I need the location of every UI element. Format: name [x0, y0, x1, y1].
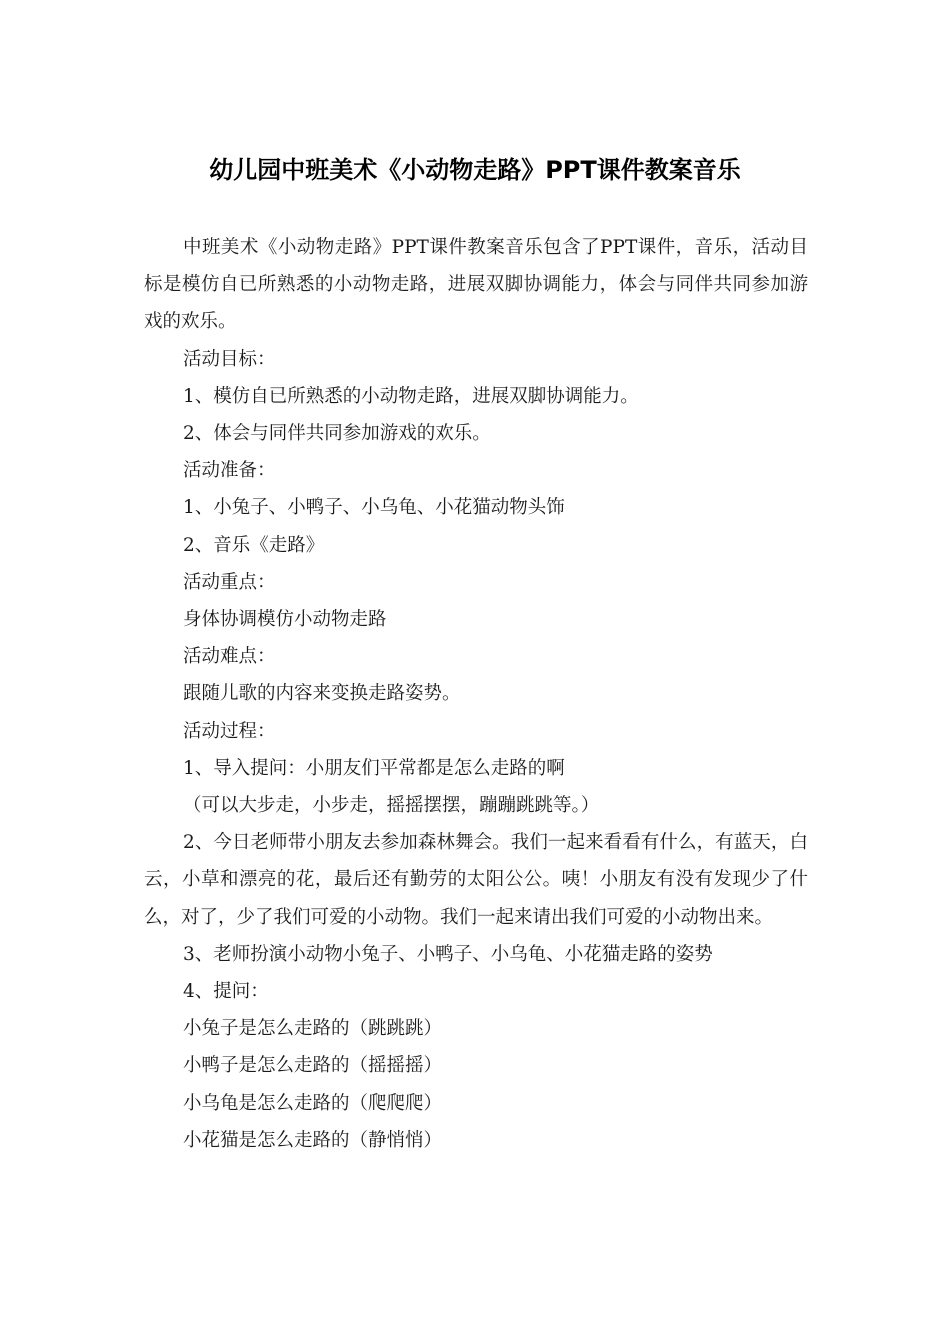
goal-item: 1、模仿自已所熟悉的小动物走路，进展双脚协调能力。 — [183, 385, 639, 407]
question-item: 小兔子是怎么走路的（跳跳跳） — [183, 1018, 443, 1040]
key-point-text: 身体协调模仿小动物走路 — [183, 609, 387, 631]
intro-paragraph: 中班美术《小动物走路》PPT课件教案音乐包含了PPT课件，音乐，活动目标是模仿自已所熟悉的小动物走路，进展双脚协调能力，体会与同伴共同参加游戏的欢乐。 — [144, 237, 808, 333]
question-item: 小鸭子是怎么走路的（摇摇摇） — [183, 1055, 443, 1077]
process-step: 1、导入提问：小朋友们平常都是怎么走路的啊 — [183, 757, 565, 779]
question-item: 小花猫是怎么走路的（静悄悄） — [183, 1129, 443, 1151]
goals-heading: 活动目标： — [183, 348, 276, 370]
key-point-heading: 活动重点： — [183, 571, 276, 593]
process-note: （可以大步走，小步走，摇摇摆摆，蹦蹦跳跳等。） — [183, 795, 600, 817]
preparation-item: 2、音乐《走路》 — [183, 534, 325, 556]
difficulty-heading: 活动难点： — [183, 646, 276, 668]
document-body — [144, 229, 808, 1159]
question-item: 小乌龟是怎么走路的（爬爬爬） — [183, 1092, 443, 1114]
process-step: 2、今日老师带小朋友去参加森林舞会。我们一起来看看有什么，有蓝天，白云，小草和漂亮的花，最后还有勤劳的太阳公公。咦！小朋友有没有发现少了什么，对了，少了我们可爱的小动物。我们一起来请出我们可爱的小动物出来。 — [144, 832, 808, 928]
preparation-item: 1、小兔子、小鸭子、小乌龟、小花猫动物头饰 — [183, 497, 565, 519]
document-title: 幼儿园中班美术《小动物走路》PPT课件教案音乐 — [209, 156, 741, 184]
preparation-heading: 活动准备： — [183, 460, 276, 482]
goal-item: 2、体会与同伴共同参加游戏的欢乐。 — [183, 423, 491, 445]
process-heading: 活动过程： — [183, 720, 276, 742]
process-step: 4、提问： — [183, 981, 269, 1003]
difficulty-text: 跟随儿歌的内容来变换走路姿势。 — [183, 683, 461, 705]
process-step: 3、老师扮演小动物小兔子、小鸭子、小乌龟、小花猫走路的姿势 — [183, 943, 713, 965]
